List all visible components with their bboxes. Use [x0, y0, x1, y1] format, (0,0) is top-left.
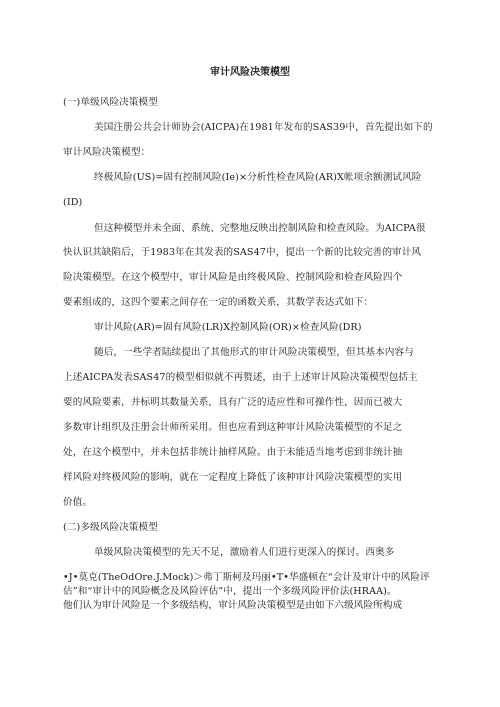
- paragraph-line: 审计风险决策模型：: [63, 147, 151, 158]
- paragraph-line: 他们认为审计风险是一个多级结构，审计风险决策模型是由如下六级风险所构成: [63, 600, 403, 611]
- paragraph-line: 险决策模型。在这个模型中，审计风险是由终极风险、控制风险和检查风险四个: [63, 272, 403, 283]
- formula-line: (ID): [63, 197, 83, 208]
- paragraph-line: 价值。: [63, 497, 93, 508]
- paragraph-line: 要的风险要素，并标明其数量关系，具有广泛的适应性和可操作性，因而已被大: [63, 397, 403, 408]
- formula-line: 审计风险(AR)=固有风险(LR)X控制风险(OR)×检查风险(DR): [94, 322, 362, 333]
- paragraph-line: 但这种模型并未全面、系统、完整地反映出控制风险和检查风险。为AICPA很: [94, 223, 426, 234]
- paragraph-line: 要素组成的，这四个要素之间存在一定的函数关系，其数学表达式如下：: [63, 297, 374, 308]
- paragraph-line: 样风险对终极风险的影响，就在一定程度上降低了该种审计风险决策模型的实用: [63, 472, 403, 483]
- paragraph-line: 美国注册公共会计师协会(AICPA)在1981年发布的SAS39中，首先提出如下的: [94, 122, 433, 133]
- paragraph-line: 快认识其缺陷后，于1983年在其发表的SAS47中，提出一个新的比较完善的审计风: [63, 247, 422, 258]
- paragraph-line: 随后，一些学者陆续提出了其他形式的审计风险决策模型，但其基本内容与: [94, 347, 414, 358]
- paragraph-line: 多数审计组织及注册会计师所采用。但也应看到这种审计风险决策模型的不足之: [63, 422, 403, 433]
- formula-line: 终极风险(US)=固有控制风险(Ie)×分析性检查风险(AR)X帐项余额测试风险: [94, 172, 422, 183]
- paragraph-line: •J•莫克(TheOdOre.J.Mock)＞弗丁斯柯及玛丽•T•华盛顿在“会计及审计中的风险评: [63, 572, 430, 583]
- section-heading-single-level: (一)单级风险决策模型: [63, 97, 158, 108]
- section-heading-multi-level: (二)多级风险决策模型: [63, 522, 158, 533]
- paragraph-line: 估”和“审计中的风险概念及风险评估”中，提出一个多级风险评价法(HRAA)。: [63, 586, 397, 597]
- paragraph-line: 处，在这个模型中，并未包括非统计抽样风险。由于未能适当地考虑到非统计抽: [63, 447, 403, 458]
- document-title: 审计风险决策模型: [210, 67, 290, 78]
- paragraph-line: 单级风险决策模型的先天不足，激励着人们进行更深入的探讨。西奥多: [94, 547, 395, 558]
- paragraph-line: 上述AICPA发表SAS47的模型相似就不再赘述，由于上述审计风险决策模型包括主: [63, 372, 418, 383]
